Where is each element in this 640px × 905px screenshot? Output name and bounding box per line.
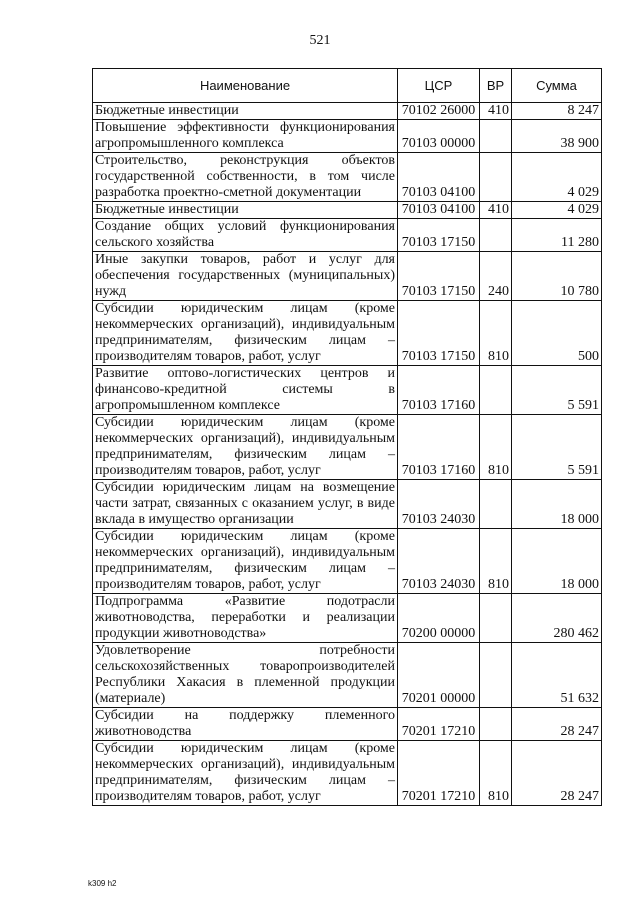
row-csr: 70103 17160 — [398, 366, 480, 415]
table-row — [93, 366, 602, 415]
row-vr — [480, 219, 512, 252]
table-row — [93, 594, 602, 643]
row-vr: 810 — [480, 415, 512, 480]
row-csr: 70201 17210 — [398, 741, 480, 806]
row-csr: 70200 00000 — [398, 594, 480, 643]
row-name: Субсидии юридическим лицам (кроме некоммерческих организаций), индивидуальным предпринимателям, физическим лицам – производителям товаров, работ, услуг — [93, 415, 398, 480]
table-row — [93, 415, 602, 480]
row-csr: 70103 17150 — [398, 219, 480, 252]
row-name: Субсидии на поддержку племенного животноводства — [93, 708, 398, 741]
table-row — [93, 529, 602, 594]
table-row — [93, 202, 602, 219]
row-name: Повышение эффективности функционирования агропромышленного комплекса — [93, 120, 398, 153]
page-number: 521 — [309, 33, 331, 48]
row-name: Бюджетные инвестиции — [93, 202, 398, 219]
header-name: Наименование — [93, 69, 398, 103]
row-name: Развитие оптово-логистических центров и финансово-кредитной системы в агропромышленном комплексе — [93, 366, 398, 415]
row-vr — [480, 594, 512, 643]
row-csr: 70103 24030 — [398, 480, 480, 529]
row-sum: 11 280 — [512, 219, 602, 252]
row-sum: 28 247 — [512, 708, 602, 741]
row-sum: 51 632 — [512, 643, 602, 708]
row-vr: 240 — [480, 252, 512, 301]
table-row — [93, 219, 602, 252]
row-sum: 4 029 — [512, 153, 602, 202]
row-csr: 70103 24030 — [398, 529, 480, 594]
header-sum: Сумма — [512, 69, 602, 103]
table-row — [93, 708, 602, 741]
row-name: Строительство, реконструкция объектов государственной собственности, в том числе разработка проектно-сметной документации — [93, 153, 398, 202]
row-vr: 410 — [480, 202, 512, 219]
header-vr: ВР — [480, 69, 512, 103]
table-row — [93, 301, 602, 366]
table-row — [93, 120, 602, 153]
row-csr: 70103 17160 — [398, 415, 480, 480]
row-csr: 70103 04100 — [398, 153, 480, 202]
row-vr: 810 — [480, 301, 512, 366]
row-vr — [480, 708, 512, 741]
row-csr: 70102 26000 — [398, 103, 480, 120]
row-vr — [480, 643, 512, 708]
row-name: Иные закупки товаров, работ и услуг для обеспечения государственных (муниципальных) нужд — [93, 252, 398, 301]
row-vr — [480, 480, 512, 529]
table-header-row — [93, 69, 602, 103]
row-csr: 70103 04100 — [398, 202, 480, 219]
row-sum: 18 000 — [512, 529, 602, 594]
row-vr: 410 — [480, 103, 512, 120]
row-sum: 38 900 — [512, 120, 602, 153]
row-csr: 70201 17210 — [398, 708, 480, 741]
row-name: Подпрограмма «Развитие подотрасли животноводства, переработки и реализации продукции животноводства» — [93, 594, 398, 643]
row-name: Субсидии юридическим лицам на возмещение части затрат, связанных с оказанием услуг, в виде вклада в имущество организации — [93, 480, 398, 529]
table-row — [93, 153, 602, 202]
row-sum: 5 591 — [512, 366, 602, 415]
table-row — [93, 103, 602, 120]
row-sum: 4 029 — [512, 202, 602, 219]
row-name: Субсидии юридическим лицам (кроме некоммерческих организаций), индивидуальным предпринимателям, физическим лицам – производителям товаров, работ, услуг — [93, 301, 398, 366]
row-csr: 70103 17150 — [398, 252, 480, 301]
row-csr: 70201 00000 — [398, 643, 480, 708]
row-vr — [480, 153, 512, 202]
footer-code: k309 h2 — [88, 879, 117, 888]
row-sum: 10 780 — [512, 252, 602, 301]
row-name: Создание общих условий функционирования сельского хозяйства — [93, 219, 398, 252]
row-csr: 70103 17150 — [398, 301, 480, 366]
row-vr: 810 — [480, 741, 512, 806]
row-name: Удовлетворение потребности сельскохозяйственных товаропроизводителей Республики Хакасия в племенной продукции (материале) — [93, 643, 398, 708]
table-row — [93, 252, 602, 301]
row-vr — [480, 366, 512, 415]
table-row — [93, 643, 602, 708]
row-sum: 18 000 — [512, 480, 602, 529]
row-sum: 5 591 — [512, 415, 602, 480]
row-sum: 280 462 — [512, 594, 602, 643]
row-name: Субсидии юридическим лицам (кроме некоммерческих организаций), индивидуальным предпринимателям, физическим лицам – производителям товаров, работ, услуг — [93, 741, 398, 806]
row-vr: 810 — [480, 529, 512, 594]
row-vr — [480, 120, 512, 153]
header-csr: ЦСР — [398, 69, 480, 103]
table-row — [93, 480, 602, 529]
budget-table — [92, 68, 602, 806]
row-name: Субсидии юридическим лицам (кроме некоммерческих организаций), индивидуальным предпринимателям, физическим лицам – производителям товаров, работ, услуг — [93, 529, 398, 594]
row-sum: 28 247 — [512, 741, 602, 806]
table-row — [93, 741, 602, 806]
row-csr: 70103 00000 — [398, 120, 480, 153]
row-sum: 8 247 — [512, 103, 602, 120]
row-name: Бюджетные инвестиции — [93, 103, 398, 120]
row-sum: 500 — [512, 301, 602, 366]
